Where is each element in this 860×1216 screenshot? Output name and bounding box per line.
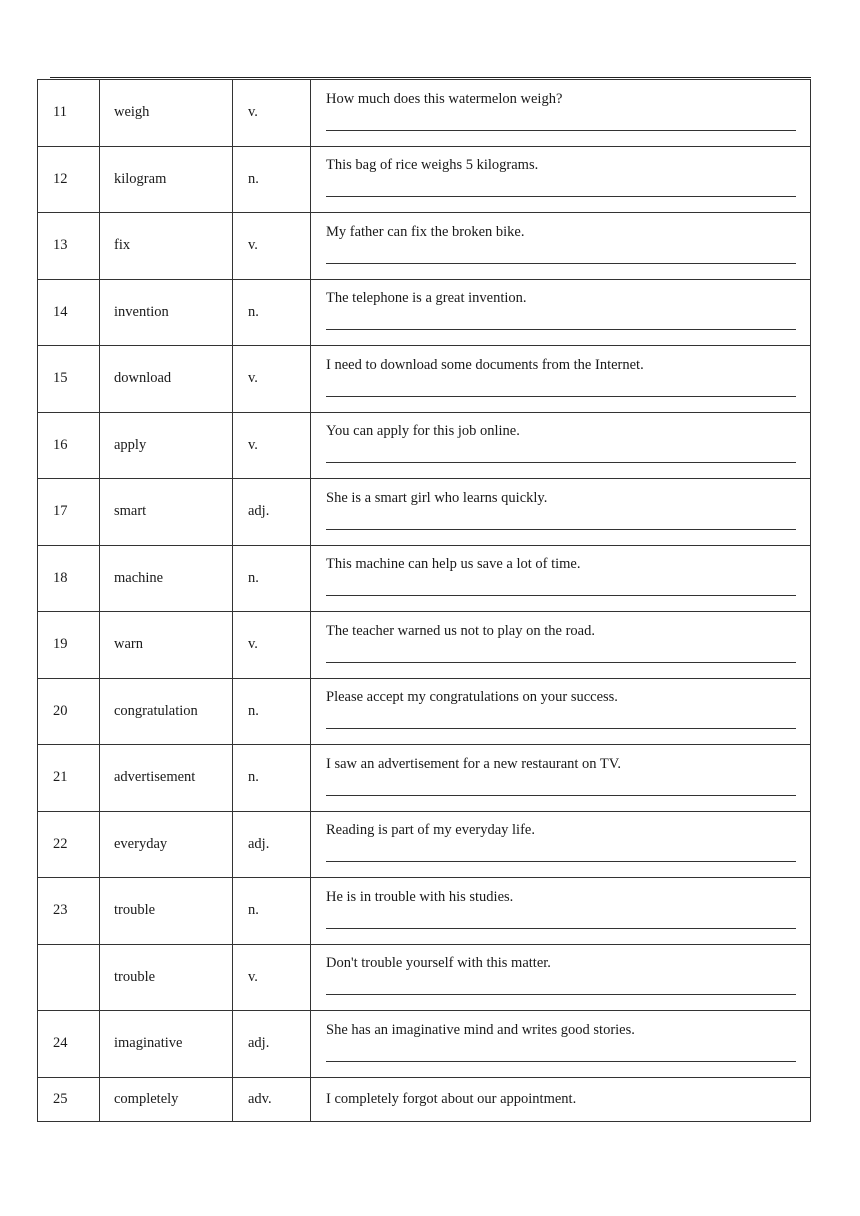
answer-line: [326, 1061, 796, 1062]
example-sentence: This machine can help us save a lot of time.: [326, 556, 581, 573]
table-row: [38, 279, 811, 346]
row-number: 19: [38, 612, 100, 679]
sentence-cell: [311, 412, 811, 479]
answer-line: [326, 861, 796, 862]
part-of-speech: v.: [233, 346, 311, 413]
example-sentence: My father can fix the broken bike.: [326, 223, 525, 240]
example-sentence: Reading is part of my everyday life.: [326, 822, 535, 839]
header-rule: [50, 77, 811, 78]
example-sentence: I need to download some documents from the Internet.: [326, 356, 644, 373]
table-row: [38, 944, 811, 1011]
answer-line: [326, 728, 796, 729]
example-sentence: This bag of rice weighs 5 kilograms.: [326, 157, 539, 174]
row-number: [38, 944, 100, 1011]
vocab-word: apply: [100, 412, 233, 479]
sentence-cell: [311, 678, 811, 745]
answer-line: [326, 462, 796, 463]
vocab-word: warn: [100, 612, 233, 679]
part-of-speech: v.: [233, 412, 311, 479]
vocab-word: advertisement: [100, 745, 233, 812]
example-sentence: He is in trouble with his studies.: [326, 888, 514, 905]
answer-line: [326, 595, 796, 596]
part-of-speech: n.: [233, 745, 311, 812]
sentence-cell: [311, 1077, 811, 1121]
table-row: [38, 213, 811, 280]
sentence-cell: [311, 545, 811, 612]
sentence-cell: [311, 811, 811, 878]
example-sentence: Don't trouble yourself with this matter.: [326, 955, 551, 972]
table-row: [38, 678, 811, 745]
part-of-speech: n.: [233, 545, 311, 612]
vocab-word: invention: [100, 279, 233, 346]
part-of-speech: n.: [233, 878, 311, 945]
example-sentence: I saw an advertisement for a new restaurant on TV.: [326, 755, 622, 772]
answer-line: [326, 263, 796, 264]
sentence-cell: [311, 745, 811, 812]
part-of-speech: v.: [233, 80, 311, 147]
row-number: 16: [38, 412, 100, 479]
table-row: [38, 545, 811, 612]
table-row: [38, 811, 811, 878]
vocab-word: imaginative: [100, 1011, 233, 1078]
answer-line: [326, 662, 796, 663]
example-sentence: Please accept my congratulations on your success.: [326, 689, 618, 706]
vocab-word: everyday: [100, 811, 233, 878]
vocab-word: fix: [100, 213, 233, 280]
example-sentence: How much does this watermelon weigh?: [326, 90, 563, 107]
row-number: 20: [38, 678, 100, 745]
table-row: [38, 479, 811, 546]
table-row: [38, 412, 811, 479]
answer-line: [326, 196, 796, 197]
table-row: [38, 1011, 811, 1078]
row-number: 25: [38, 1077, 100, 1121]
example-sentence: The teacher warned us not to play on the road.: [326, 622, 595, 639]
sentence-cell: [311, 612, 811, 679]
example-sentence: I completely forgot about our appointment.: [326, 1090, 577, 1107]
part-of-speech: v.: [233, 944, 311, 1011]
example-sentence: The telephone is a great invention.: [326, 290, 527, 307]
row-number: 15: [38, 346, 100, 413]
vocab-word: kilogram: [100, 146, 233, 213]
part-of-speech: v.: [233, 213, 311, 280]
answer-line: [326, 329, 796, 330]
sentence-cell: [311, 213, 811, 280]
vocab-word: download: [100, 346, 233, 413]
part-of-speech: adj.: [233, 479, 311, 546]
part-of-speech: adv.: [233, 1077, 311, 1121]
sentence-cell: [311, 1011, 811, 1078]
vocab-word: machine: [100, 545, 233, 612]
vocab-word: smart: [100, 479, 233, 546]
part-of-speech: n.: [233, 678, 311, 745]
example-sentence: She has an imaginative mind and writes good stories.: [326, 1021, 635, 1038]
answer-line: [326, 795, 796, 796]
row-number: 11: [38, 80, 100, 147]
answer-line: [326, 928, 796, 929]
vocab-word: weigh: [100, 80, 233, 147]
table-row: [38, 612, 811, 679]
sentence-cell: [311, 146, 811, 213]
sentence-cell: [311, 479, 811, 546]
part-of-speech: n.: [233, 146, 311, 213]
sentence-cell: [311, 279, 811, 346]
answer-line: [326, 529, 796, 530]
vocab-word: trouble: [100, 944, 233, 1011]
part-of-speech: v.: [233, 612, 311, 679]
row-number: 17: [38, 479, 100, 546]
row-number: 21: [38, 745, 100, 812]
vocab-word: completely: [100, 1077, 233, 1121]
row-number: 13: [38, 213, 100, 280]
table-row: [38, 80, 811, 147]
part-of-speech: n.: [233, 279, 311, 346]
answer-line: [326, 994, 796, 995]
vocab-word: congratulation: [100, 678, 233, 745]
vocabulary-table: [37, 79, 811, 1122]
table-row: [38, 1077, 811, 1121]
row-number: 14: [38, 279, 100, 346]
sentence-cell: [311, 878, 811, 945]
example-sentence: You can apply for this job online.: [326, 423, 520, 440]
row-number: 12: [38, 146, 100, 213]
table-row: [38, 346, 811, 413]
vocab-word: trouble: [100, 878, 233, 945]
sentence-cell: [311, 80, 811, 147]
part-of-speech: adj.: [233, 811, 311, 878]
row-number: 23: [38, 878, 100, 945]
part-of-speech: adj.: [233, 1011, 311, 1078]
answer-line: [326, 396, 796, 397]
row-number: 22: [38, 811, 100, 878]
table-row: [38, 878, 811, 945]
table-row: [38, 146, 811, 213]
table-row: [38, 745, 811, 812]
sentence-cell: [311, 944, 811, 1011]
example-sentence: She is a smart girl who learns quickly.: [326, 489, 548, 506]
row-number: 24: [38, 1011, 100, 1078]
row-number: 18: [38, 545, 100, 612]
sentence-cell: [311, 346, 811, 413]
answer-line: [326, 130, 796, 131]
